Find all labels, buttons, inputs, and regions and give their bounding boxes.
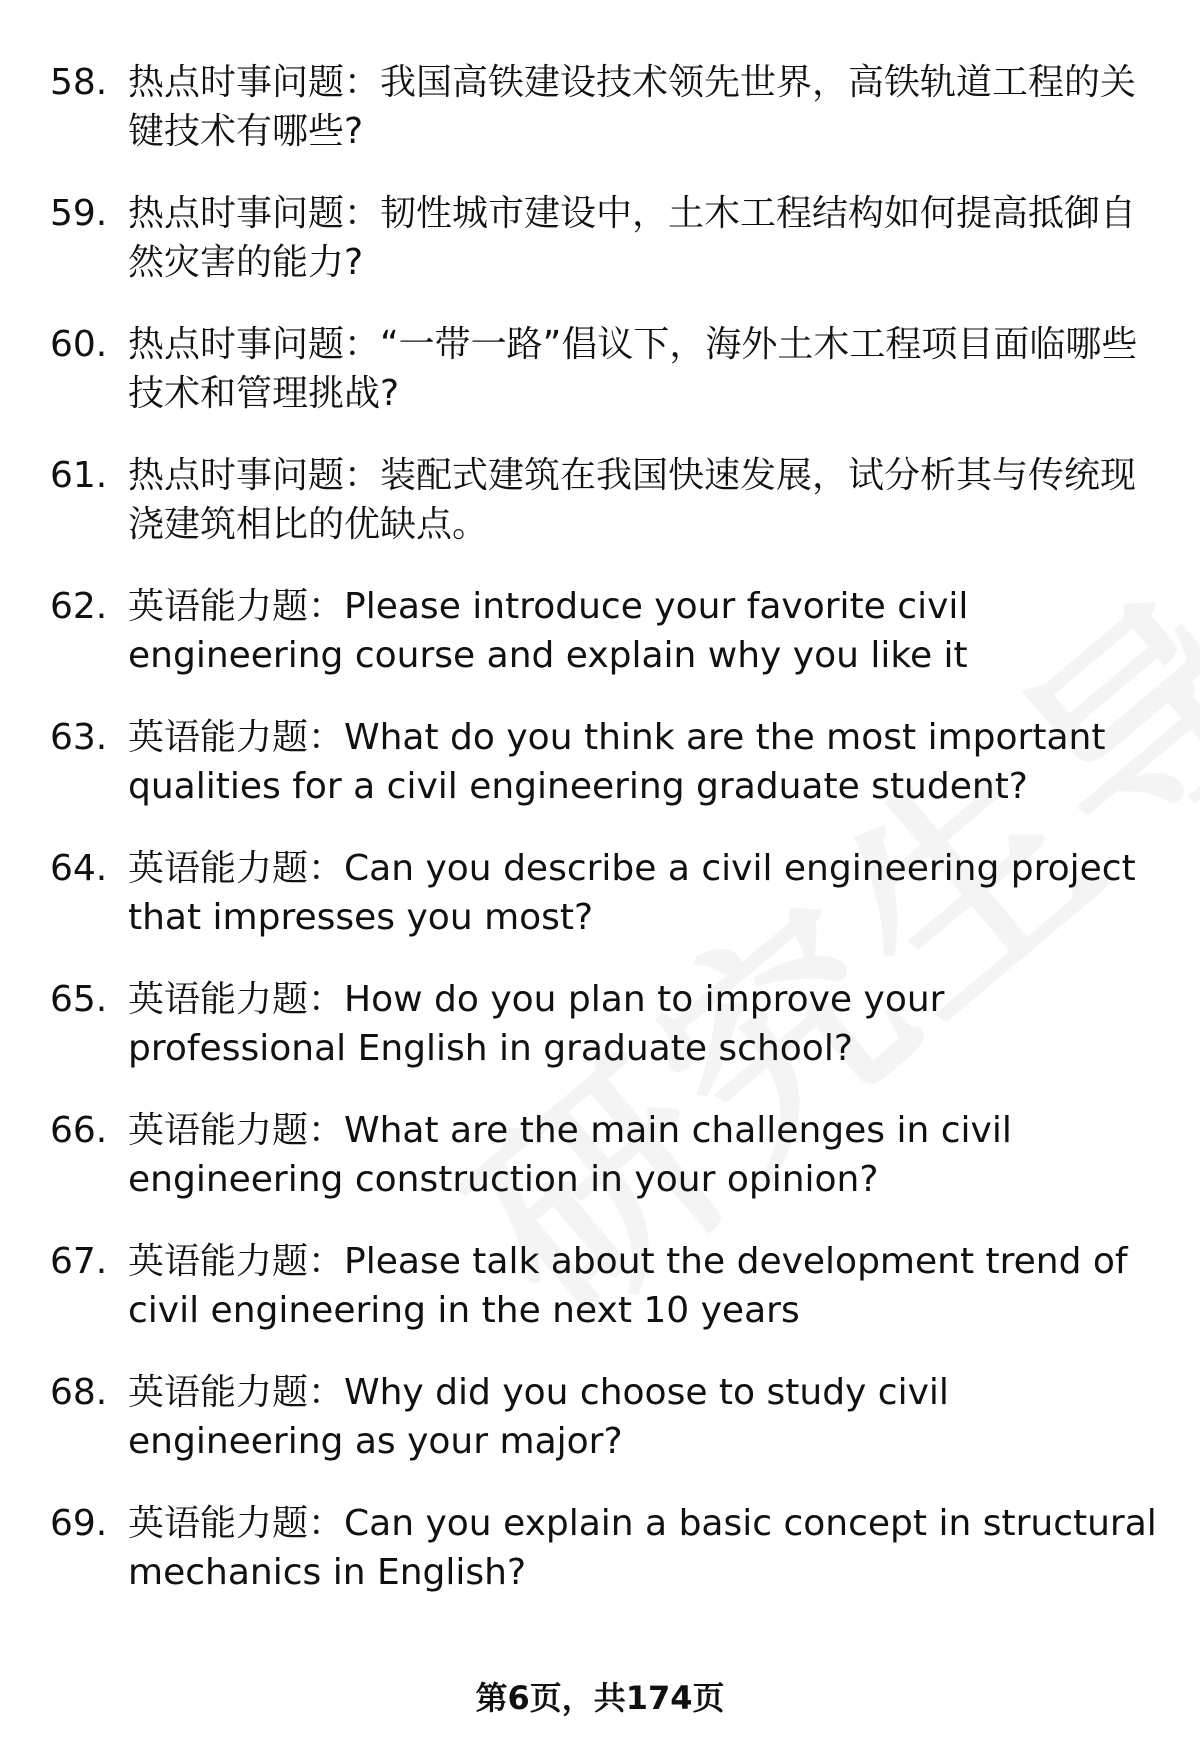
- question-category: 英语能力题：: [128, 1372, 345, 1413]
- question-category: 热点时事问题：: [128, 193, 381, 234]
- question-category: 英语能力题：: [128, 1110, 345, 1151]
- question-text: Why did you choose to study civil engineering as your major?: [128, 1372, 949, 1462]
- question-number: 67.: [50, 1241, 108, 1282]
- question-number: 59.: [50, 193, 108, 234]
- question-category: 热点时事问题：: [128, 62, 381, 103]
- question-item: [50, 1106, 1160, 1204]
- question-category: 英语能力题：: [128, 848, 345, 889]
- question-number: 65.: [50, 979, 108, 1020]
- question-number: 64.: [50, 848, 108, 889]
- question-item: [50, 451, 1160, 549]
- question-category: 英语能力题：: [128, 1241, 345, 1282]
- question-item: [50, 320, 1160, 418]
- question-text: “一带一路”倡议下，海外土木工程项目面临哪些技术和管理挑战?: [128, 324, 1138, 414]
- question-body: [128, 58, 1160, 156]
- question-text: What are the main challenges in civil engineering construction in your opinion?: [128, 1110, 1012, 1200]
- question-number: 68.: [50, 1372, 108, 1413]
- question-category: 英语能力题：: [128, 586, 345, 627]
- question-item: [50, 1368, 1160, 1466]
- question-text: Can you describe a civil engineering project that impresses you most?: [128, 848, 1136, 938]
- question-number: 69.: [50, 1503, 108, 1544]
- question-body: [128, 1106, 1160, 1204]
- question-body: [128, 451, 1160, 549]
- question-item: [50, 1499, 1160, 1597]
- question-body: [128, 844, 1160, 942]
- question-text: Please introduce your favorite civil engineering course and explain why you like it: [128, 586, 969, 676]
- question-text: What do you think are the most important qualities for a civil engineering graduate student?: [128, 717, 1106, 807]
- question-body: [128, 320, 1160, 418]
- question-item: [50, 713, 1160, 811]
- question-body: [128, 1368, 1160, 1466]
- question-item: [50, 975, 1160, 1073]
- question-body: [128, 1237, 1160, 1335]
- page-footer: 第6页，共174页: [475, 1679, 725, 1717]
- question-text: 装配式建筑在我国快速发展，试分析其与传统现浇建筑相比的优缺点。: [128, 455, 1137, 545]
- question-body: [128, 713, 1160, 811]
- question-item: [50, 844, 1160, 942]
- question-category: 热点时事问题：: [128, 324, 381, 365]
- question-category: 热点时事问题：: [128, 455, 381, 496]
- question-text: Can you explain a basic concept in structural mechanics in English?: [128, 1503, 1157, 1593]
- question-number: 60.: [50, 324, 108, 365]
- question-text: 我国高铁建设技术领先世界，高铁轨道工程的关键技术有哪些?: [128, 62, 1137, 152]
- question-item: [50, 189, 1160, 287]
- question-item: [50, 582, 1160, 680]
- question-body: [128, 189, 1160, 287]
- question-number: 61.: [50, 455, 108, 496]
- question-number: 58.: [50, 62, 108, 103]
- question-text: 韧性城市建设中，土木工程结构如何提高抵御自然灾害的能力?: [128, 193, 1137, 283]
- question-body: [128, 1499, 1160, 1597]
- question-category: 英语能力题：: [128, 717, 345, 758]
- question-number: 63.: [50, 717, 108, 758]
- question-number: 62.: [50, 586, 108, 627]
- question-category: 英语能力题：: [128, 979, 345, 1020]
- question-body: [128, 582, 1160, 680]
- question-text: How do you plan to improve your professional English in graduate school?: [128, 979, 945, 1069]
- question-item: [50, 58, 1160, 156]
- question-body: [128, 975, 1160, 1073]
- question-category: 英语能力题：: [128, 1503, 345, 1544]
- question-text: Please talk about the development trend of civil engineering in the next 10 years: [128, 1241, 1128, 1331]
- question-number: 66.: [50, 1110, 108, 1151]
- question-list: [50, 58, 1160, 1630]
- question-item: [50, 1237, 1160, 1335]
